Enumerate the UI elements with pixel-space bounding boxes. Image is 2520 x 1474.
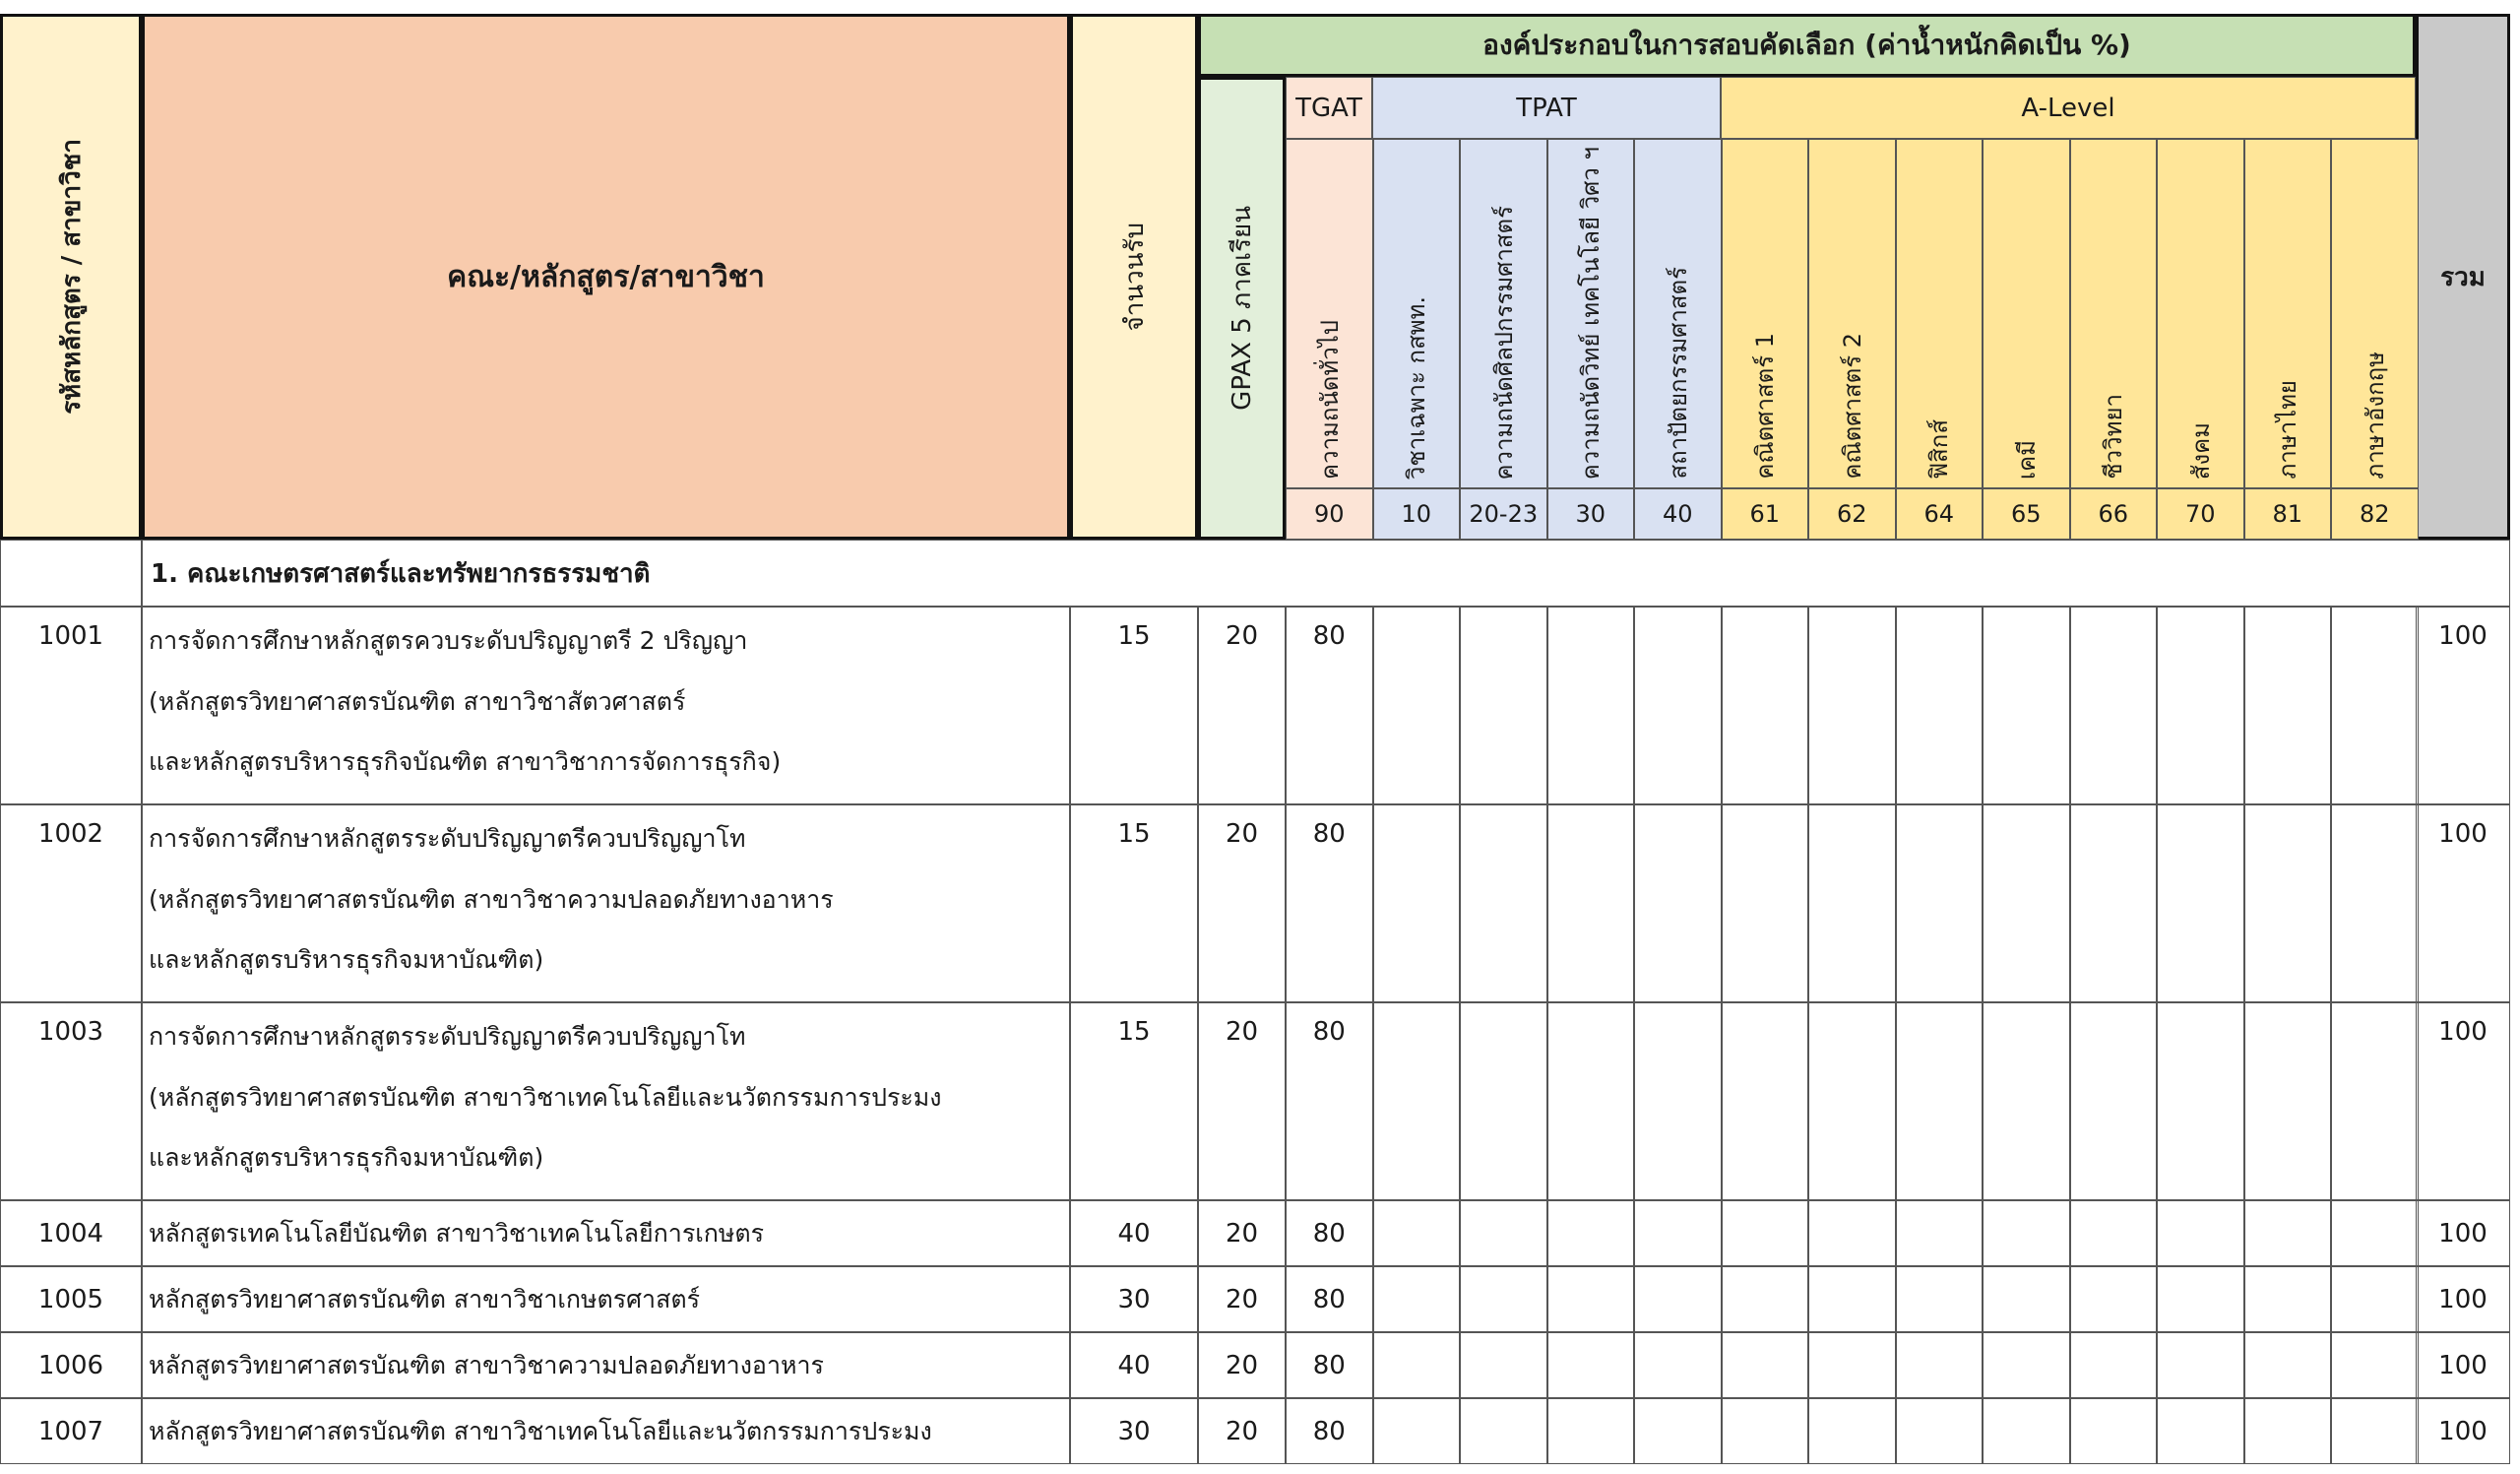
row-seats: 40	[1117, 1218, 1151, 1249]
subject-name: ภาษาอังกฤษ	[2361, 352, 2389, 480]
row-total: 100	[2438, 819, 2488, 849]
gpax-column-header	[1198, 77, 1286, 540]
row-subject-cell	[1460, 1002, 1547, 1200]
row-gpax-cell	[1198, 1398, 1286, 1464]
row-subject-cell	[1808, 1200, 1896, 1266]
row-tgat: 80	[1312, 1350, 1346, 1380]
program-line: การจัดการศึกษาหลักสูตรระดับปริญญาตรีควบปริญญาโท	[149, 824, 746, 853]
row-subject-cell	[1808, 1398, 1896, 1464]
row-subject-cell	[1722, 1002, 1809, 1200]
tgat-group-header	[1286, 77, 1372, 139]
program-line: และหลักสูตรบริหารธุรกิจมหาบัณฑิต)	[149, 945, 544, 975]
row-subject-cell	[1373, 1332, 1461, 1398]
row-total-cell	[2416, 1002, 2510, 1200]
row-code: 1001	[37, 621, 104, 651]
subject-code	[2244, 488, 2332, 540]
subject-code	[1373, 488, 1461, 540]
subject-code-label: 90	[1313, 500, 1345, 528]
row-subject-cell	[2331, 804, 2419, 1002]
row-subject-cell	[2157, 804, 2244, 1002]
row-subject-cell	[1373, 607, 1461, 804]
row-subject-cell	[1460, 1332, 1547, 1398]
row-subject-cell	[2157, 1332, 2244, 1398]
subject-header	[1634, 139, 1722, 488]
subject-name: ความถนัดศิลปกรรมศาสตร์	[1489, 205, 1518, 480]
row-subject-cell	[2244, 1266, 2332, 1332]
row-subject-cell	[2244, 1332, 2332, 1398]
row-total-cell	[2416, 1266, 2510, 1332]
subject-code	[1722, 488, 1809, 540]
row-program-cell	[142, 1266, 1070, 1332]
program-line: หลักสูตรวิทยาศาสตรบัณฑิต สาขาวิชาเกษตรศาสตร์	[149, 1284, 701, 1314]
row-code: 1004	[37, 1218, 104, 1249]
row-subject-cell	[2157, 1200, 2244, 1266]
row-subject-cell	[1722, 1266, 1809, 1332]
subject-header	[1373, 139, 1461, 488]
row-subject-cell	[2070, 1398, 2158, 1464]
row-subject-cell	[1983, 1398, 2070, 1464]
subject-name: ภาษาไทย	[2274, 380, 2302, 480]
row-subject-cell	[1896, 1266, 1984, 1332]
row-subject-cell	[1286, 1266, 1373, 1332]
row-subject-cell	[1373, 1398, 1461, 1464]
row-gpax-cell	[1198, 607, 1286, 804]
row-subject-cell	[1983, 1332, 2070, 1398]
row-subject-cell	[1983, 1002, 2070, 1200]
subject-code	[2331, 488, 2419, 540]
seats-column-header	[1070, 14, 1198, 540]
row-subject-cell	[1547, 804, 1635, 1002]
subject-code-label: 66	[2098, 500, 2129, 528]
row-total: 100	[2438, 1350, 2488, 1380]
subject-code	[2070, 488, 2158, 540]
row-total-cell	[2416, 607, 2510, 804]
row-subject-cell	[1983, 607, 2070, 804]
row-seats: 30	[1117, 1416, 1151, 1446]
components-title	[1198, 14, 2416, 77]
subject-header	[2244, 139, 2332, 488]
subject-header	[1896, 139, 1984, 488]
program-line: (หลักสูตรวิทยาศาสตรบัณฑิต สาขาวิชาเทคโนโลยีและนวัตกรรมการประมง	[149, 1082, 942, 1112]
row-gpax-cell	[1198, 804, 1286, 1002]
subject-code-label: 70	[2184, 500, 2216, 528]
row-seats-cell	[1070, 1332, 1198, 1398]
row-tgat: 80	[1312, 1017, 1346, 1047]
row-subject-cell	[2157, 607, 2244, 804]
row-code: 1006	[37, 1350, 104, 1380]
subject-code-label: 10	[1401, 500, 1432, 528]
row-subject-cell	[1547, 1266, 1635, 1332]
row-code-cell	[0, 1002, 142, 1200]
subject-code-label: 30	[1575, 500, 1606, 528]
row-subject-cell	[1634, 1002, 1722, 1200]
row-subject-cell	[2331, 1398, 2419, 1464]
subject-name: เคมี	[2012, 439, 2041, 480]
row-subject-cell	[1547, 607, 1635, 804]
row-subject-cell	[1547, 1398, 1635, 1464]
row-subject-cell	[2070, 804, 2158, 1002]
program-line: หลักสูตรวิทยาศาสตรบัณฑิต สาขาวิชาความปลอดภัยทางอาหาร	[149, 1350, 824, 1379]
row-subject-cell	[1286, 804, 1373, 1002]
code-column-header	[0, 14, 142, 540]
row-seats: 30	[1117, 1284, 1151, 1314]
subject-name: คณิตศาสตร์ 2	[1838, 333, 1866, 480]
row-subject-cell	[2070, 1266, 2158, 1332]
row-subject-cell	[1460, 1266, 1547, 1332]
subject-code	[2157, 488, 2244, 540]
row-gpax: 20	[1225, 819, 1259, 849]
subject-name: ความถนัดทั่วไป	[1315, 320, 1344, 480]
row-subject-cell	[1286, 607, 1373, 804]
row-subject-cell	[1722, 1398, 1809, 1464]
row-subject-cell	[1286, 1200, 1373, 1266]
row-program-cell	[142, 1398, 1070, 1464]
subject-header	[1722, 139, 1809, 488]
subject-code-label: 65	[2010, 500, 2042, 528]
row-subject-cell	[2244, 1398, 2332, 1464]
row-code-cell	[0, 804, 142, 1002]
subject-code	[1634, 488, 1722, 540]
row-code-cell	[0, 1200, 142, 1266]
program-line: (หลักสูตรวิทยาศาสตรบัณฑิต สาขาวิชาสัตวศาสตร์	[149, 686, 686, 716]
row-subject-cell	[1722, 1332, 1809, 1398]
subject-name: สถาปัตยกรรมศาสตร์	[1664, 267, 1692, 480]
total-column-header-label: รวม	[2440, 262, 2486, 292]
row-tgat: 80	[1312, 621, 1346, 651]
row-total: 100	[2438, 1017, 2488, 1047]
subject-name: ชีววิทยา	[2100, 394, 2128, 480]
subject-header	[2331, 139, 2419, 488]
program-line: และหลักสูตรบริหารธุรกิจมหาบัณฑิต)	[149, 1143, 544, 1173]
row-subject-cell	[2331, 1200, 2419, 1266]
row-code-cell	[0, 607, 142, 804]
program-line: และหลักสูตรบริหารธุรกิจบัณฑิต สาขาวิชาการจัดการธุรกิจ)	[149, 747, 782, 777]
subject-code-label: 61	[1749, 500, 1781, 528]
row-subject-cell	[1547, 1200, 1635, 1266]
row-total: 100	[2438, 621, 2488, 651]
row-subject-cell	[1722, 607, 1809, 804]
row-subject-cell	[1896, 1002, 1984, 1200]
row-subject-cell	[2157, 1002, 2244, 1200]
row-subject-cell	[2244, 804, 2332, 1002]
subject-code	[1983, 488, 2070, 540]
row-program-cell	[142, 1332, 1070, 1398]
row-seats: 15	[1117, 621, 1151, 651]
row-subject-cell	[2244, 607, 2332, 804]
row-subject-cell	[2070, 1200, 2158, 1266]
row-gpax: 20	[1225, 1017, 1259, 1047]
code-column-header-label: รหัสหลักสูตร / สาขาวิชา	[56, 139, 87, 415]
row-subject-cell	[2331, 1332, 2419, 1398]
program-line: (หลักสูตรวิทยาศาสตรบัณฑิต สาขาวิชาความปลอดภัยทางอาหาร	[149, 884, 834, 914]
row-subject-cell	[1634, 1332, 1722, 1398]
row-subject-cell	[1286, 1002, 1373, 1200]
row-seats: 15	[1117, 1017, 1151, 1047]
row-total: 100	[2438, 1416, 2488, 1446]
row-subject-cell	[1373, 804, 1461, 1002]
row-gpax-cell	[1198, 1002, 1286, 1200]
subject-name: ฟิสิกส์	[1925, 419, 1954, 480]
section-title: 1. คณะเกษตรศาสตร์และทรัพยากรธรรมชาติ	[151, 558, 651, 589]
subject-name: สังคม	[2186, 421, 2215, 480]
row-seats-cell	[1070, 1200, 1198, 1266]
row-subject-cell	[1373, 1200, 1461, 1266]
row-seats-cell	[1070, 804, 1198, 1002]
subject-header	[2157, 139, 2244, 488]
row-total-cell	[2416, 804, 2510, 1002]
subject-code	[1896, 488, 1984, 540]
row-code: 1007	[37, 1416, 104, 1446]
row-subject-cell	[1286, 1398, 1373, 1464]
subject-code	[1286, 488, 1373, 540]
row-gpax: 20	[1225, 1284, 1259, 1314]
tgat-group-header-label: TGAT	[1295, 93, 1362, 123]
row-seats-cell	[1070, 607, 1198, 804]
gpax-column-header-label: GPAX 5 ภาคเรียน	[1228, 206, 1257, 411]
row-code: 1003	[37, 1017, 104, 1047]
row-gpax: 20	[1225, 1416, 1259, 1446]
row-subject-cell	[1460, 804, 1547, 1002]
row-subject-cell	[2070, 607, 2158, 804]
subject-code-label: 62	[1836, 500, 1867, 528]
program-column-header-label: คณะ/หลักสูตร/สาขาวิชา	[447, 259, 765, 294]
row-gpax: 20	[1225, 621, 1259, 651]
row-subject-cell	[1460, 1398, 1547, 1464]
row-seats: 40	[1117, 1350, 1151, 1380]
row-tgat: 80	[1312, 1416, 1346, 1446]
row-subject-cell	[1460, 607, 1547, 804]
row-total-cell	[2416, 1200, 2510, 1266]
row-subject-cell	[1460, 1200, 1547, 1266]
row-subject-cell	[1634, 1266, 1722, 1332]
row-subject-cell	[1983, 1200, 2070, 1266]
subject-code	[1460, 488, 1547, 540]
alevel-group-header-label: A-Level	[2021, 93, 2115, 123]
tpat-group-header-label: TPAT	[1516, 93, 1577, 123]
subject-header	[1460, 139, 1547, 488]
program-line: หลักสูตรวิทยาศาสตรบัณฑิต สาขาวิชาเทคโนโลยีและนวัตกรรมการประมง	[149, 1416, 932, 1445]
row-total: 100	[2438, 1284, 2488, 1314]
row-subject-cell	[1896, 1200, 1984, 1266]
subject-header	[1808, 139, 1896, 488]
row-program-cell	[142, 1002, 1070, 1200]
subject-code-label: 20-23	[1469, 500, 1539, 528]
row-subject-cell	[1983, 804, 2070, 1002]
row-program-cell	[142, 607, 1070, 804]
row-subject-cell	[2157, 1398, 2244, 1464]
row-subject-cell	[2070, 1332, 2158, 1398]
subject-code-label: 64	[1923, 500, 1955, 528]
row-subject-cell	[1808, 804, 1896, 1002]
row-subject-cell	[1634, 607, 1722, 804]
row-tgat: 80	[1312, 1284, 1346, 1314]
alevel-group-header	[1721, 77, 2416, 139]
program-line: การจัดการศึกษาหลักสูตรระดับปริญญาตรีควบปริญญาโท	[149, 1022, 746, 1051]
row-subject-cell	[2157, 1266, 2244, 1332]
row-subject-cell	[1634, 1398, 1722, 1464]
row-total-cell	[2416, 1398, 2510, 1464]
subject-name: คณิตศาสตร์ 1	[1751, 333, 1780, 480]
row-gpax-cell	[1198, 1266, 1286, 1332]
row-subject-cell	[1547, 1332, 1635, 1398]
program-line: หลักสูตรเทคโนโลยีบัณฑิต สาขาวิชาเทคโนโลยีการเกษตร	[149, 1218, 765, 1248]
row-code: 1002	[37, 819, 104, 849]
subject-header	[1983, 139, 2070, 488]
subject-header	[1286, 139, 1373, 488]
row-code-cell	[0, 1266, 142, 1332]
subject-code	[1808, 488, 1896, 540]
subject-header	[2070, 139, 2158, 488]
program-line: การจัดการศึกษาหลักสูตรควบระดับปริญญาตรี 2 ปริญญา	[149, 626, 748, 655]
row-subject-cell	[1808, 1332, 1896, 1398]
row-subject-cell	[1547, 1002, 1635, 1200]
row-seats-cell	[1070, 1398, 1198, 1464]
tpat-group-header	[1372, 77, 1721, 139]
row-code-cell	[0, 1398, 142, 1464]
row-seats: 15	[1117, 819, 1151, 849]
subject-code	[1547, 488, 1635, 540]
subject-header	[1547, 139, 1635, 488]
total-column-header	[2416, 14, 2510, 540]
row-seats-cell	[1070, 1002, 1198, 1200]
row-subject-cell	[1722, 804, 1809, 1002]
seats-column-header-label: จำนวนรับ	[1119, 222, 1150, 332]
subject-name: วิชาเฉพาะ กสพท.	[1403, 295, 1431, 480]
row-subject-cell	[2331, 1002, 2419, 1200]
row-subject-cell	[1373, 1266, 1461, 1332]
program-column-header	[142, 14, 1070, 540]
subject-code-label: 81	[2272, 500, 2303, 528]
row-gpax: 20	[1225, 1350, 1259, 1380]
section-header	[142, 540, 2510, 607]
subject-name: ความถนัดวิทย์ เทคโนโลยี วิศว ฯ	[1577, 146, 1606, 480]
row-subject-cell	[1896, 607, 1984, 804]
row-subject-cell	[1286, 1332, 1373, 1398]
row-code: 1005	[37, 1284, 104, 1314]
row-tgat: 80	[1312, 1218, 1346, 1249]
row-total: 100	[2438, 1218, 2488, 1249]
row-total-cell	[2416, 1332, 2510, 1398]
row-subject-cell	[1634, 1200, 1722, 1266]
row-program-cell	[142, 1200, 1070, 1266]
row-subject-cell	[1808, 607, 1896, 804]
row-subject-cell	[2244, 1200, 2332, 1266]
subject-code-label: 40	[1662, 500, 1693, 528]
row-subject-cell	[1373, 1002, 1461, 1200]
row-gpax: 20	[1225, 1218, 1259, 1249]
subject-code-label: 82	[2359, 500, 2390, 528]
row-program-cell	[142, 804, 1070, 1002]
row-seats-cell	[1070, 1266, 1198, 1332]
row-code-cell	[0, 1332, 142, 1398]
row-subject-cell	[1634, 804, 1722, 1002]
row-subject-cell	[1808, 1002, 1896, 1200]
row-subject-cell	[1983, 1266, 2070, 1332]
row-subject-cell	[2070, 1002, 2158, 1200]
row-subject-cell	[2331, 1266, 2419, 1332]
section-header-code	[0, 540, 142, 607]
row-tgat: 80	[1312, 819, 1346, 849]
row-subject-cell	[1896, 804, 1984, 1002]
row-subject-cell	[1722, 1200, 1809, 1266]
row-gpax-cell	[1198, 1332, 1286, 1398]
row-gpax-cell	[1198, 1200, 1286, 1266]
components-title-label: องค์ประกอบในการสอบคัดเลือก (ค่าน้ำหนักคิดเป็น %)	[1482, 29, 2131, 61]
row-subject-cell	[1896, 1332, 1984, 1398]
row-subject-cell	[2244, 1002, 2332, 1200]
row-subject-cell	[1896, 1398, 1984, 1464]
row-subject-cell	[2331, 607, 2419, 804]
row-subject-cell	[1808, 1266, 1896, 1332]
